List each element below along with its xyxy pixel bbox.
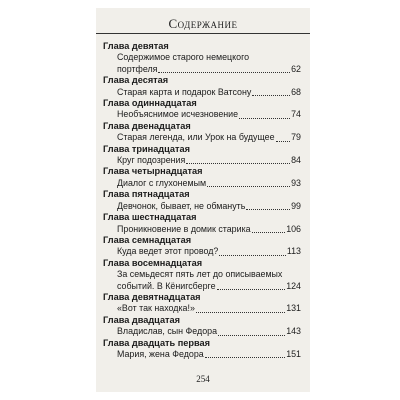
- chapter-heading: Глава двенадцатая: [103, 120, 191, 131]
- chapter-page-number: 106: [286, 223, 301, 234]
- chapter-heading: Глава двадцать первая: [103, 337, 211, 348]
- dot-leader: [252, 95, 290, 96]
- chapter-title-row: [103, 224, 301, 235]
- chapter-page-number: 62: [291, 63, 301, 74]
- chapter-title-row: [103, 132, 301, 143]
- chapter-title: Мария, жена Федора: [117, 348, 204, 359]
- dot-leader: [276, 141, 291, 142]
- chapter-title-line: За семьдесят пять лет до описываемых: [117, 269, 283, 280]
- chapter-page-number: 79: [291, 132, 301, 143]
- chapter-title-row: [103, 155, 301, 166]
- page-title: Содержание: [168, 16, 238, 31]
- chapter-page-number: 99: [291, 200, 301, 211]
- table-of-contents: [103, 41, 301, 360]
- dot-leader: [205, 357, 285, 358]
- dot-leader: [252, 232, 286, 233]
- chapter-title: Старая карта и подарок Ватсону: [117, 86, 252, 97]
- chapter-title-line: Содержимое старого немецкого: [117, 52, 250, 63]
- chapter-heading: Глава пятнадцатая: [103, 189, 190, 200]
- toc-entry: [103, 98, 301, 121]
- chapter-page-number: 93: [291, 177, 301, 188]
- page-number: 254: [196, 374, 210, 384]
- toc-entry: [103, 338, 301, 361]
- toc-entry: [103, 121, 301, 144]
- toc-entry: [103, 292, 301, 315]
- chapter-page-number: 151: [286, 348, 301, 359]
- chapter-heading: Глава девятнадцатая: [103, 291, 201, 302]
- toc-entry: [103, 235, 301, 258]
- chapter-title: Старая легенда, или Урок на будущее: [117, 132, 275, 143]
- chapter-title-row: [103, 281, 301, 292]
- chapter-page-number: 143: [286, 326, 301, 337]
- toc-entry: [103, 258, 301, 292]
- toc-entry: [103, 166, 301, 189]
- chapter-heading: Глава двадцатая: [103, 314, 181, 325]
- dot-leader: [246, 209, 290, 210]
- chapter-heading: Глава четырнадцатая: [103, 166, 203, 177]
- chapter-title-row: [103, 326, 301, 337]
- toc-entry: [103, 144, 301, 167]
- dot-leader: [239, 118, 290, 119]
- chapter-heading: Глава девятая: [103, 41, 169, 51]
- chapter-title-row: [103, 303, 301, 314]
- chapter-heading: Глава десятая: [103, 75, 169, 86]
- toc-entry: [103, 315, 301, 338]
- chapter-title-row: [103, 201, 301, 212]
- chapter-heading: Глава семнадцатая: [103, 234, 192, 245]
- dot-leader: [207, 186, 290, 187]
- chapter-title: Проникновение в домик старика: [117, 223, 251, 234]
- chapter-page-number: 68: [291, 86, 301, 97]
- chapter-page-number: 124: [286, 280, 301, 291]
- chapter-title-row: [103, 349, 301, 360]
- header-divider: [96, 33, 310, 34]
- toc-entry: [103, 189, 301, 212]
- chapter-page-number: 84: [291, 155, 301, 166]
- chapter-heading: Глава тринадцатая: [103, 143, 190, 154]
- dot-leader: [186, 163, 290, 164]
- page-header: [96, 8, 310, 36]
- chapter-title: Диалог с глухонемым: [117, 177, 207, 188]
- dot-leader: [217, 289, 286, 290]
- chapter-heading: Глава восемнадцатая: [103, 257, 203, 268]
- dot-leader: [218, 335, 285, 336]
- chapter-title: событий. В Кёнигсберге: [117, 280, 216, 291]
- chapter-title: Круг подозрения: [117, 155, 186, 166]
- chapter-title: «Вот так находка!»: [117, 303, 195, 314]
- chapter-heading: Глава одиннадцатая: [103, 98, 197, 109]
- chapter-title: Куда ведет этот провод?: [117, 246, 219, 257]
- chapter-page-number: 74: [291, 109, 301, 120]
- toc-entry: [103, 41, 301, 75]
- chapter-title-row: [103, 246, 301, 257]
- chapter-title: Девчонок, бывает, не обмануть: [117, 200, 246, 211]
- chapter-title-row: [103, 178, 301, 189]
- chapter-title: портфеля: [117, 63, 158, 74]
- chapter-page-number: 113: [286, 246, 301, 257]
- dot-leader: [219, 255, 286, 256]
- chapter-title: Владислав, сын Федора: [117, 326, 218, 337]
- dot-leader: [196, 312, 285, 313]
- toc-entry: [103, 212, 301, 235]
- chapter-title-row: [103, 87, 301, 98]
- chapter-page-number: 131: [286, 303, 301, 314]
- toc-entry: [103, 75, 301, 98]
- chapter-heading: Глава шестнадцатая: [103, 212, 197, 223]
- chapter-title-row: [103, 64, 301, 75]
- chapter-title-row: [103, 109, 301, 120]
- dot-leader: [158, 72, 290, 73]
- chapter-title: Необъяснимое исчезновение: [117, 109, 239, 120]
